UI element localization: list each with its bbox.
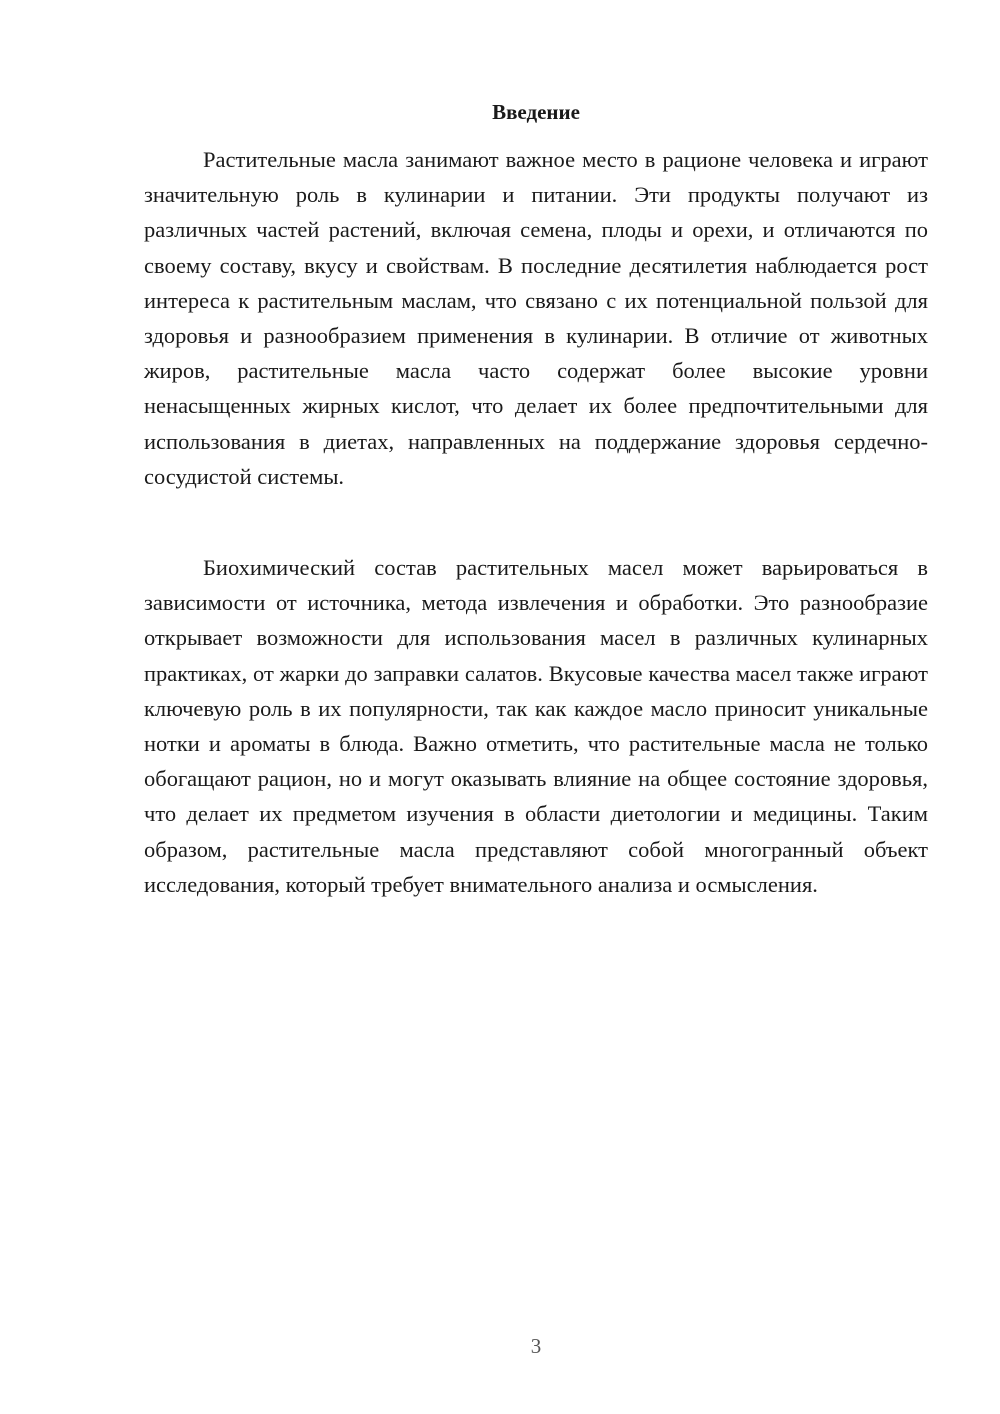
section-heading: Введение: [492, 100, 580, 124]
paragraph-1: Растительные масла занимают важное место в рационе человека и играют значительную роль в кулинарии и питании. Эти продукты получают из различных частей растений, включая семена, плоды и орехи, и отличаются по своему составу, вкусу и свойствам. В последние десятилетия наблюдается рост интереса к растительным маслам, что связано с их потенциальной пользой для здоровья и разнообразием применения в кулинарии. В отличие от животных жиров, растительные масла часто содержат более высокие уровни ненасыщенных жирных кислот, что делает их более предпочтительными для использования в диетах, направленных на поддержание здоровья сердечно-сосудистой системы.: [144, 147, 928, 489]
paragraph-2: Биохимический состав растительных масел может варьироваться в зависимости от источника, метода извлечения и обработки. Это разнообразие открывает возможности для использования масел в различных кулинарных практиках, от жарки до заправки салатов. Вкусовые качества масел также играют ключевую роль в их популярности, так как каждое масло приносит уникальные нотки и ароматы в блюда. Важно отметить, что растительные масла не только обогащают рацион, но и могут оказывать влияние на общее состояние здоровья, что делает их предметом изучения в области диетологии и медицины. Таким образом, растительные масла представляют собой многогранный объект исследования, который требует внимательного анализа и осмысления.: [144, 555, 928, 897]
page-number: 3: [530, 1334, 542, 1358]
